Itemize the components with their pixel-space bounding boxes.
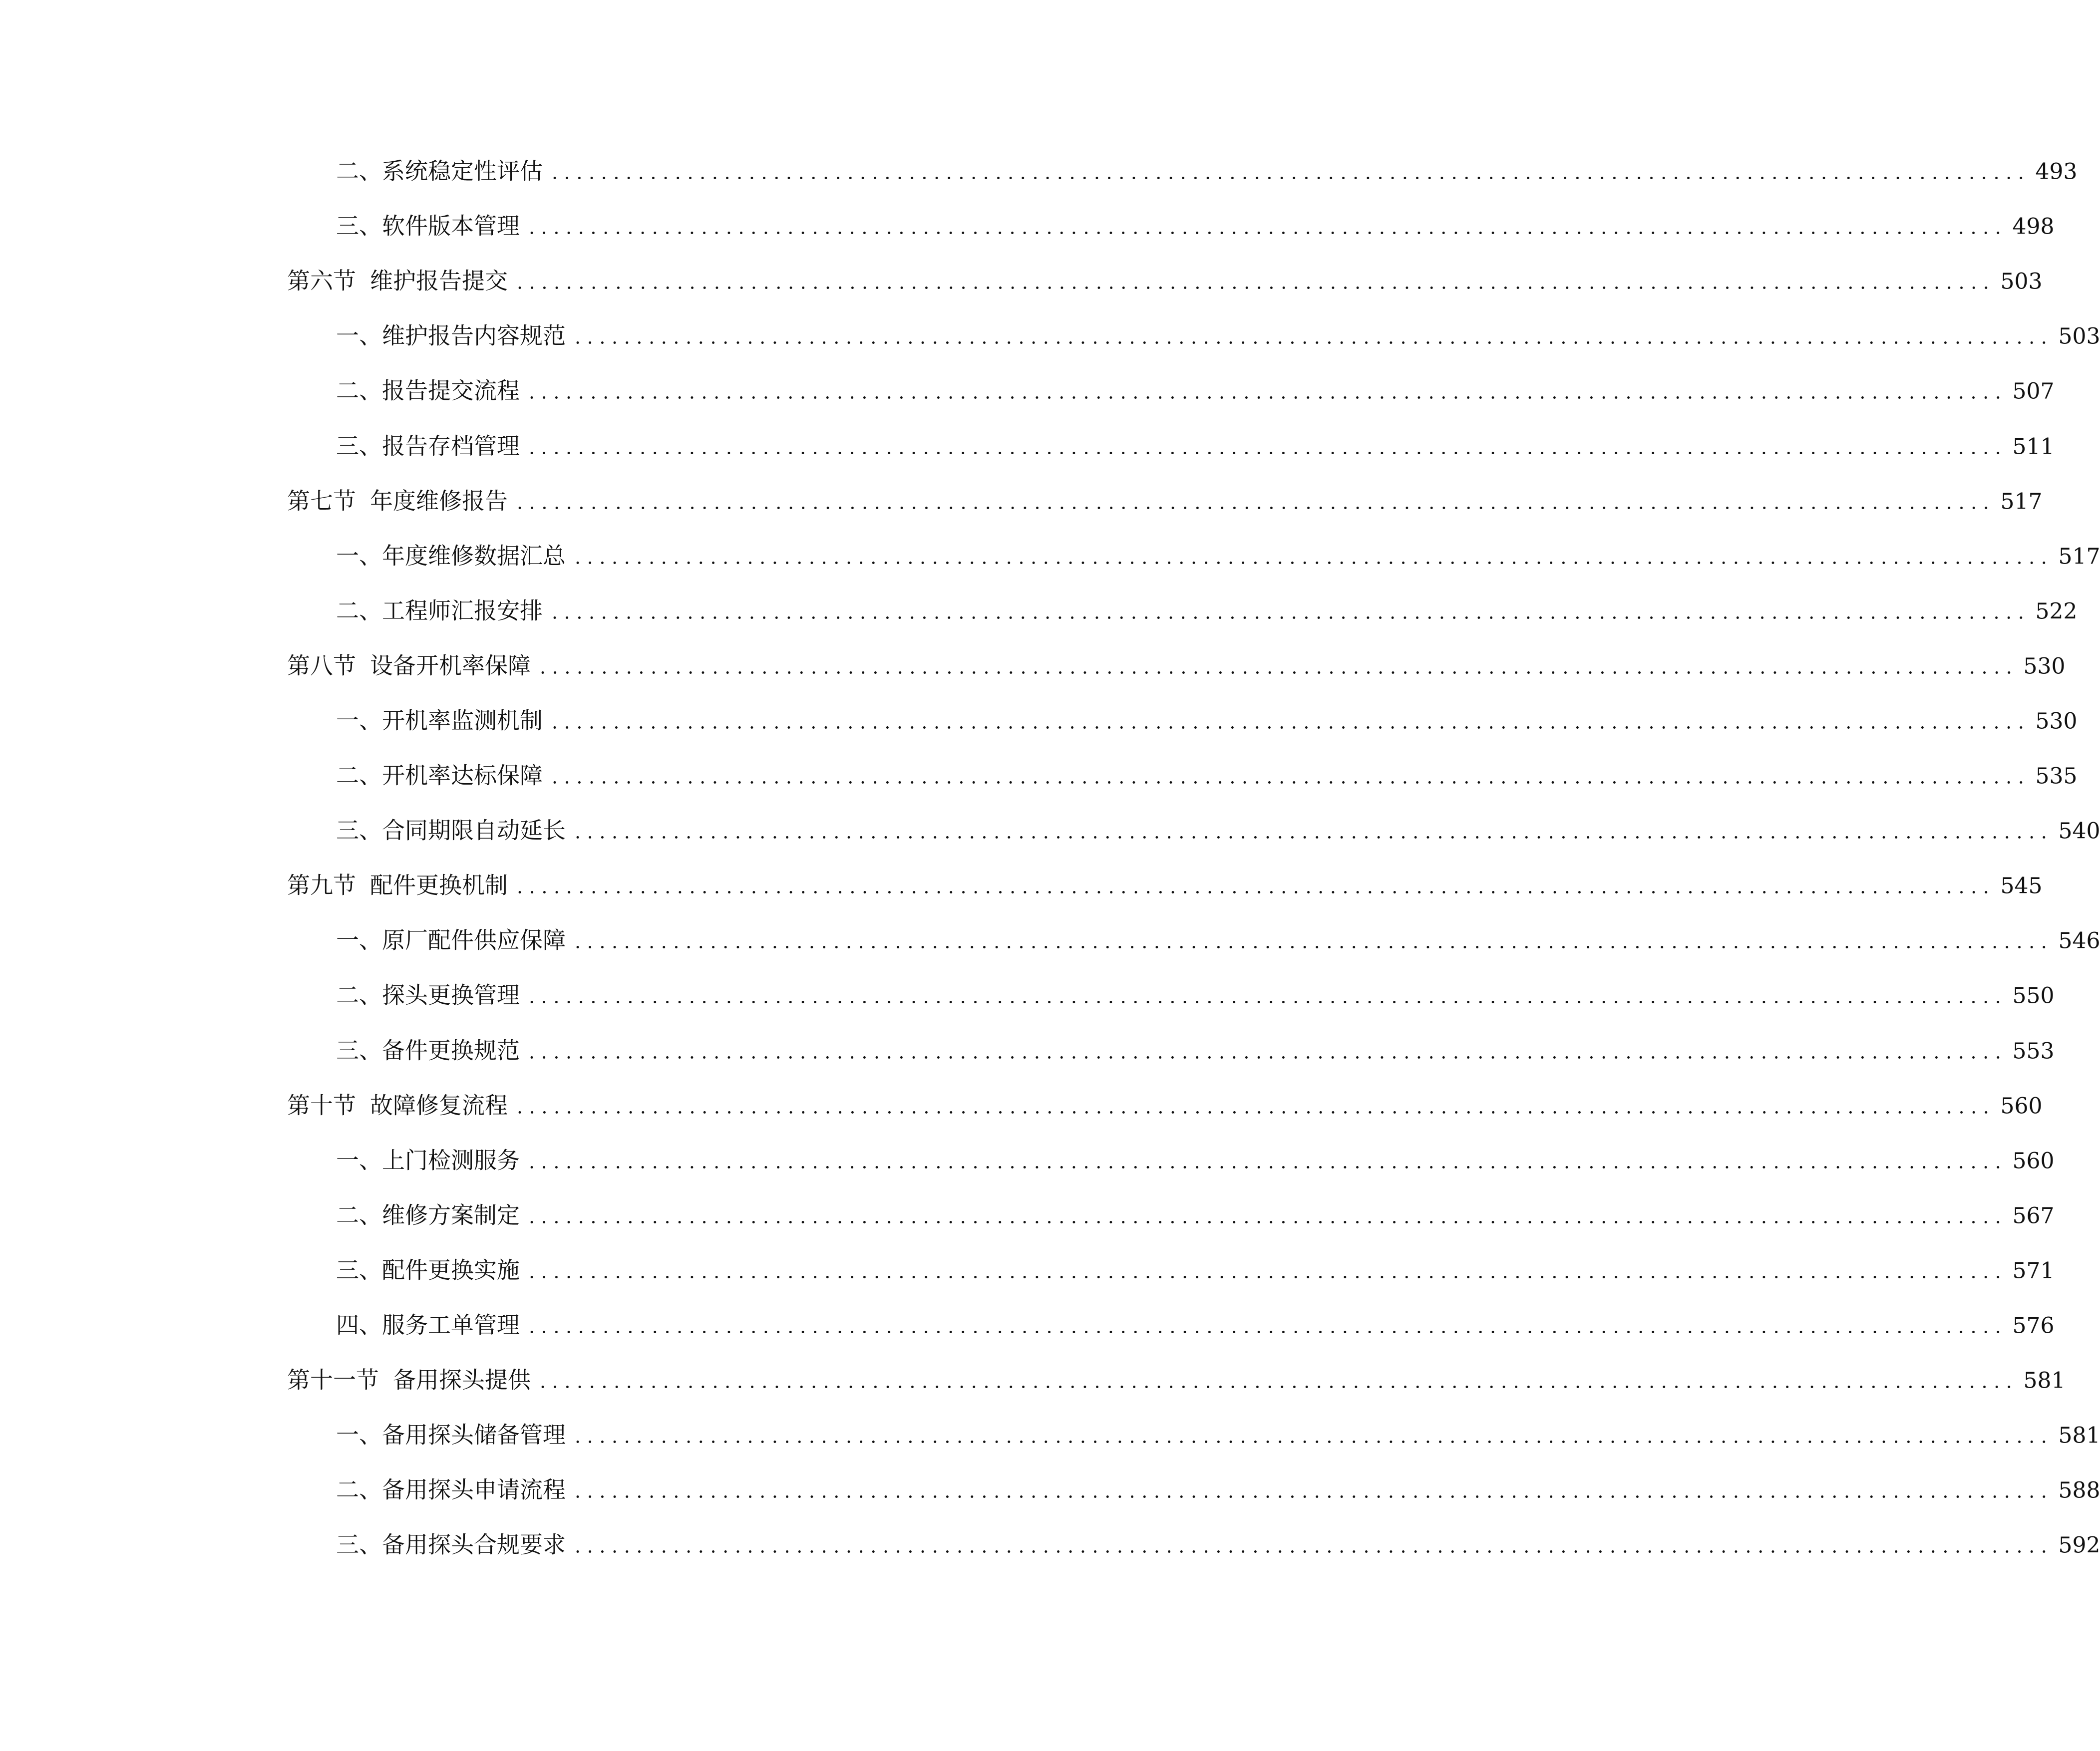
toc-page-number: 588 [2058,1477,2100,1503]
toc-dot-leader: ........................................................................................................................ [575,1535,2054,1557]
toc-entry-label [287,652,2066,679]
toc-dot-leader: ........................................................................................................................ [552,601,2031,623]
toc-entry-label [336,1531,2100,1558]
toc-page-number: 560 [2012,1148,2055,1174]
toc-entry-label [336,432,2055,460]
toc-entry-title: 配件更换机制 [370,872,508,899]
toc-entry-number: 四、 [336,1311,382,1339]
toc-subsection-entry[interactable] [0,308,2100,363]
toc-entry-title: 备用探头储备管理 [382,1421,566,1449]
toc-page-number: 522 [2035,598,2078,624]
toc-entry-title: 备件更换规范 [382,1037,520,1064]
toc-entry-label [336,1256,2055,1284]
toc-entry-title: 报告存档管理 [382,432,520,460]
toc-entry-label [336,542,2100,570]
toc-entry-number: 二、 [336,981,382,1009]
toc-entry-title: 维修方案制定 [382,1201,520,1229]
toc-page-number: 576 [2012,1313,2055,1339]
toc-entry-number: 二、 [336,1476,382,1503]
toc-entry-title: 年度维修数据汇总 [382,542,566,570]
toc-dot-leader: ........................................................................................................................ [575,326,2054,348]
toc-subsection-entry[interactable] [0,529,2100,584]
toc-subsection-entry[interactable] [0,1408,2100,1462]
toc-entry-title: 开机率监测机制 [382,707,543,734]
toc-page-number: 545 [2000,873,2043,899]
toc-entry-label [336,322,2100,349]
toc-entry-number: 一、 [336,926,382,954]
toc-entry-title: 合同期限自动延长 [382,817,566,844]
toc-entry-title: 上门检测服务 [382,1147,520,1174]
toc-entry-title: 故障修复流程 [370,1092,508,1119]
toc-subsection-entry[interactable] [0,913,2100,968]
toc-entry-number: 三、 [336,1256,382,1284]
toc-subsection-entry[interactable] [0,1133,2055,1188]
toc-section-entry[interactable] [0,254,2043,308]
toc-section-entry[interactable] [0,858,2043,913]
toc-entry-number: 第九节 [287,872,356,899]
toc-page-number: 581 [2023,1368,2066,1394]
toc-entry-title: 探头更换管理 [382,981,520,1009]
toc-entry-label [287,487,2043,515]
toc-page-number: 493 [2035,159,2078,185]
toc-dot-leader: ........................................................................................................................ [529,1205,2008,1228]
toc-subsection-entry[interactable] [0,1023,2055,1078]
toc-entry-label [287,267,2043,294]
toc-entry-label [336,157,2078,185]
toc-entry-number: 第七节 [287,487,356,515]
toc-entry-label [336,1147,2055,1174]
toc-entry-label [287,872,2043,899]
toc-entry-title: 服务工单管理 [382,1311,520,1339]
toc-entry-title: 原厂配件供应保障 [382,926,566,954]
toc-entry-label [336,212,2055,240]
toc-subsection-entry[interactable] [0,584,2078,638]
toc-entry-label [336,1311,2055,1339]
toc-entry-title: 软件版本管理 [382,212,520,240]
toc-entry-title: 配件更换实施 [382,1256,520,1284]
toc-section-entry[interactable] [0,638,2066,693]
toc-page-number: 530 [2035,708,2078,734]
toc-page-number: 546 [2058,928,2100,954]
toc-page-number: 567 [2012,1203,2055,1229]
toc-dot-leader: ........................................................................................................................ [529,436,2008,459]
table-of-contents [0,144,2100,1572]
toc-dot-leader: ........................................................................................................................ [552,711,2031,733]
toc-entry-title: 备用探头申请流程 [382,1476,566,1503]
toc-page-number: 550 [2012,983,2055,1009]
toc-entry-number: 二、 [336,597,382,624]
toc-entry-label [287,1366,2066,1394]
toc-dot-leader: ........................................................................................................................ [517,1096,1996,1118]
toc-page-number: 517 [2000,489,2043,515]
toc-subsection-entry[interactable] [0,1517,2100,1572]
toc-entry-number: 三、 [336,432,382,460]
toc-entry-label [336,377,2055,404]
toc-entry-number: 二、 [336,1201,382,1229]
toc-dot-leader: ........................................................................................................................ [529,1315,2008,1338]
toc-dot-leader: ........................................................................................................................ [575,1480,2054,1502]
toc-entry-number: 二、 [336,762,382,789]
toc-entry-number: 第八节 [287,652,356,679]
toc-entry-label [336,1476,2100,1503]
toc-entry-number: 一、 [336,707,382,734]
toc-subsection-entry[interactable] [0,693,2078,748]
toc-subsection-entry[interactable] [0,803,2100,858]
toc-page-number: 517 [2058,544,2100,570]
toc-dot-leader: ........................................................................................................................ [540,656,2019,678]
toc-entry-label [287,1092,2043,1119]
toc-page-number: 535 [2035,763,2078,789]
toc-entry-title: 备用探头合规要求 [382,1531,566,1558]
toc-entry-number: 三、 [336,212,382,240]
toc-entry-number: 三、 [336,817,382,844]
toc-page-number: 560 [2000,1093,2043,1119]
toc-entry-number: 第十一节 [287,1366,379,1394]
toc-dot-leader: ........................................................................................................................ [529,1041,2008,1063]
toc-subsection-entry[interactable] [0,968,2055,1023]
toc-subsection-entry[interactable] [0,1298,2055,1353]
toc-dot-leader: ........................................................................................................................ [575,546,2054,569]
toc-page-number: 507 [2012,378,2055,404]
toc-entry-title: 开机率达标保障 [382,762,543,789]
toc-entry-number: 一、 [336,1421,382,1449]
toc-dot-leader: ........................................................................................................................ [529,985,2008,1008]
toc-entry-label [336,1421,2100,1449]
toc-dot-leader: ........................................................................................................................ [575,930,2054,953]
toc-page-number: 503 [2058,323,2100,349]
toc-entry-label [336,1201,2055,1229]
toc-subsection-entry[interactable] [0,748,2078,803]
toc-entry-title: 维护报告提交 [370,267,508,294]
toc-entry-number: 一、 [336,542,382,570]
toc-subsection-entry[interactable] [0,199,2055,254]
toc-entry-number: 三、 [336,1531,382,1558]
toc-subsection-entry[interactable] [0,418,2055,473]
toc-entry-title: 工程师汇报安排 [382,597,543,624]
toc-page-number: 571 [2012,1258,2055,1284]
toc-dot-leader: ........................................................................................................................ [529,216,2008,239]
toc-dot-leader: ........................................................................................................................ [529,1260,2008,1283]
toc-dot-leader: ........................................................................................................................ [529,381,2008,403]
toc-entry-number: 二、 [336,377,382,404]
toc-entry-label [336,707,2078,734]
toc-dot-leader: ........................................................................................................................ [540,1370,2019,1393]
toc-entry-title: 报告提交流程 [382,377,520,404]
toc-entry-title: 维护报告内容规范 [382,322,566,349]
toc-subsection-entry[interactable] [0,144,2078,199]
toc-dot-leader: ........................................................................................................................ [517,271,1996,293]
toc-entry-label [336,762,2078,789]
toc-dot-leader: ........................................................................................................................ [517,876,1996,898]
toc-page-number: 511 [2012,434,2055,460]
toc-entry-number: 二、 [336,157,382,185]
toc-dot-leader: ........................................................................................................................ [517,491,1996,514]
toc-entry-number: 三、 [336,1037,382,1064]
toc-entry-number: 一、 [336,322,382,349]
toc-subsection-entry[interactable] [0,1243,2055,1298]
toc-entry-title: 设备开机率保障 [370,652,531,679]
toc-entry-label [336,1037,2055,1064]
toc-page-number: 540 [2058,818,2100,844]
toc-page-number: 530 [2023,653,2066,679]
toc-dot-leader: ........................................................................................................................ [575,1425,2054,1448]
toc-page-number: 592 [2058,1532,2100,1558]
toc-page-number: 581 [2058,1423,2100,1449]
toc-subsection-entry[interactable] [0,363,2055,418]
toc-page-number: 553 [2012,1038,2055,1064]
toc-dot-leader: ........................................................................................................................ [529,1151,2008,1173]
toc-entry-label [336,597,2078,624]
toc-entry-number: 一、 [336,1147,382,1174]
toc-section-entry[interactable] [0,1078,2043,1133]
toc-section-entry[interactable] [0,474,2043,529]
toc-entry-title: 系统稳定性评估 [382,157,543,185]
toc-entry-title: 年度维修报告 [370,487,508,515]
toc-entry-number: 第六节 [287,267,356,294]
toc-subsection-entry[interactable] [0,1462,2100,1517]
toc-subsection-entry[interactable] [0,1188,2055,1243]
toc-page-number: 503 [2000,269,2043,294]
toc-dot-leader: ........................................................................................................................ [575,821,2054,843]
toc-entry-label [336,926,2100,954]
toc-page-number: 498 [2012,214,2055,240]
toc-dot-leader: ........................................................................................................................ [552,766,2031,788]
toc-entry-title: 备用探头提供 [393,1366,531,1394]
toc-entry-number: 第十节 [287,1092,356,1119]
toc-section-entry[interactable] [0,1353,2066,1408]
toc-entry-label [336,981,2055,1009]
toc-dot-leader: ........................................................................................................................ [552,161,2031,184]
toc-entry-label [336,817,2100,844]
